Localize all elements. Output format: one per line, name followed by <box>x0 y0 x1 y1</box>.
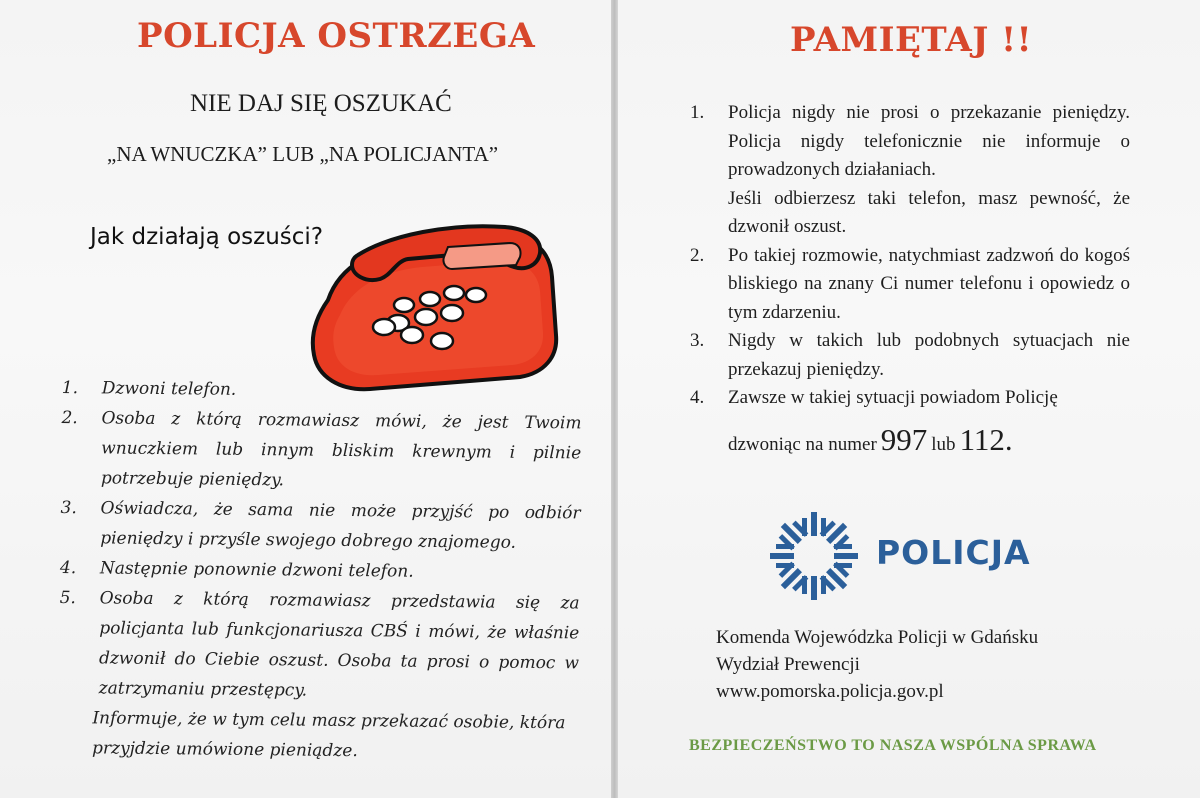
list-item: 2. Po takiej rozmowie, natychmiast zadzwoń do kogoś bliskiego na znany Ci numer telefonu i opowiedz o tym zdarzeniu. <box>690 244 1130 323</box>
right-title: PAMIĘTAJ !! <box>790 20 1033 60</box>
emergency-numbers <box>728 422 1013 458</box>
list-item: 3. Nigdy w takich lub podobnych sytuacjach nie przekazuj pieniędzy. <box>690 330 1130 380</box>
rules-list <box>690 99 1130 413</box>
left-subtitle-2: „NA WNUCZKA” LUB „NA POLICJANTA” <box>107 142 499 166</box>
scam-heading: Jak działają oszuści? <box>90 224 324 250</box>
call-prefix: dzwoniąc na numer <box>728 434 877 455</box>
footer-website: www.pomorska.policja.gov.pl <box>716 681 944 702</box>
or-word: lub <box>931 434 956 455</box>
emergency-number-997: 997 <box>880 422 928 457</box>
slogan: BEZPIECZEŃSTWO TO NASZA WSPÓLNA SPRAWA <box>689 737 1097 754</box>
list-continuation: Informuje, że w tym celu masz przekazać osobie, która przyjdzie umówione pieniądze. <box>91 708 566 762</box>
list-item: 2. Osoba z którą rozmawiasz mówi, że jest Twoim wnuczkiem lub innym bliskim krewnym i pilnie potrzebuje pieniędzy. <box>61 407 582 491</box>
list-item: 1. Policja nigdy nie prosi o przekazanie pieniędzy. Policja nigdy telefonicznie nie informuje o prowadzonych działaniach. <box>690 102 1130 180</box>
list-item: 4. Zawsze w takiej sytuacji powiadom Policję <box>690 387 1058 408</box>
left-title: POLICJA OSTRZEGA <box>137 16 536 56</box>
red-telephone-icon <box>300 205 560 395</box>
list-item-extra: Jeśli odbierzesz taki telefon, masz pewność, że dzwonił oszust. <box>728 187 1130 237</box>
left-subtitle: NIE DAJ SIĘ OSZUKAĆ <box>190 90 452 117</box>
list-item: 5. Osoba z którą rozmawiasz przedstawia się za policjanta lub funkcjonariusza CBŚ i mówi, że właśnie dzwonił do Ciebie oszust. Osoba ta prosi o pomoc w zatrzymaniu przestępcy. <box>59 587 580 701</box>
police-star-icon <box>768 510 860 602</box>
list-item: 4. Następnie ponownie dzwoni telefon. <box>59 557 414 582</box>
emergency-number-112: 112. <box>959 422 1013 457</box>
footer-contact <box>716 624 1038 705</box>
page-fold <box>611 0 618 798</box>
list-item: 3. Oświadcza, że sama nie może przyjść po odbiór pieniędzy i przyśle swojego dobrego znajomego. <box>60 497 581 553</box>
list-item: 1. Dzwoni telefon. <box>61 377 237 400</box>
footer-line-1: Komenda Wojewódzka Policji w Gdańsku <box>716 627 1039 648</box>
footer-line-2: Wydział Prewencji <box>716 654 860 675</box>
scam-steps-list <box>58 373 582 768</box>
policja-logo-text: POLICJA <box>876 533 1031 572</box>
